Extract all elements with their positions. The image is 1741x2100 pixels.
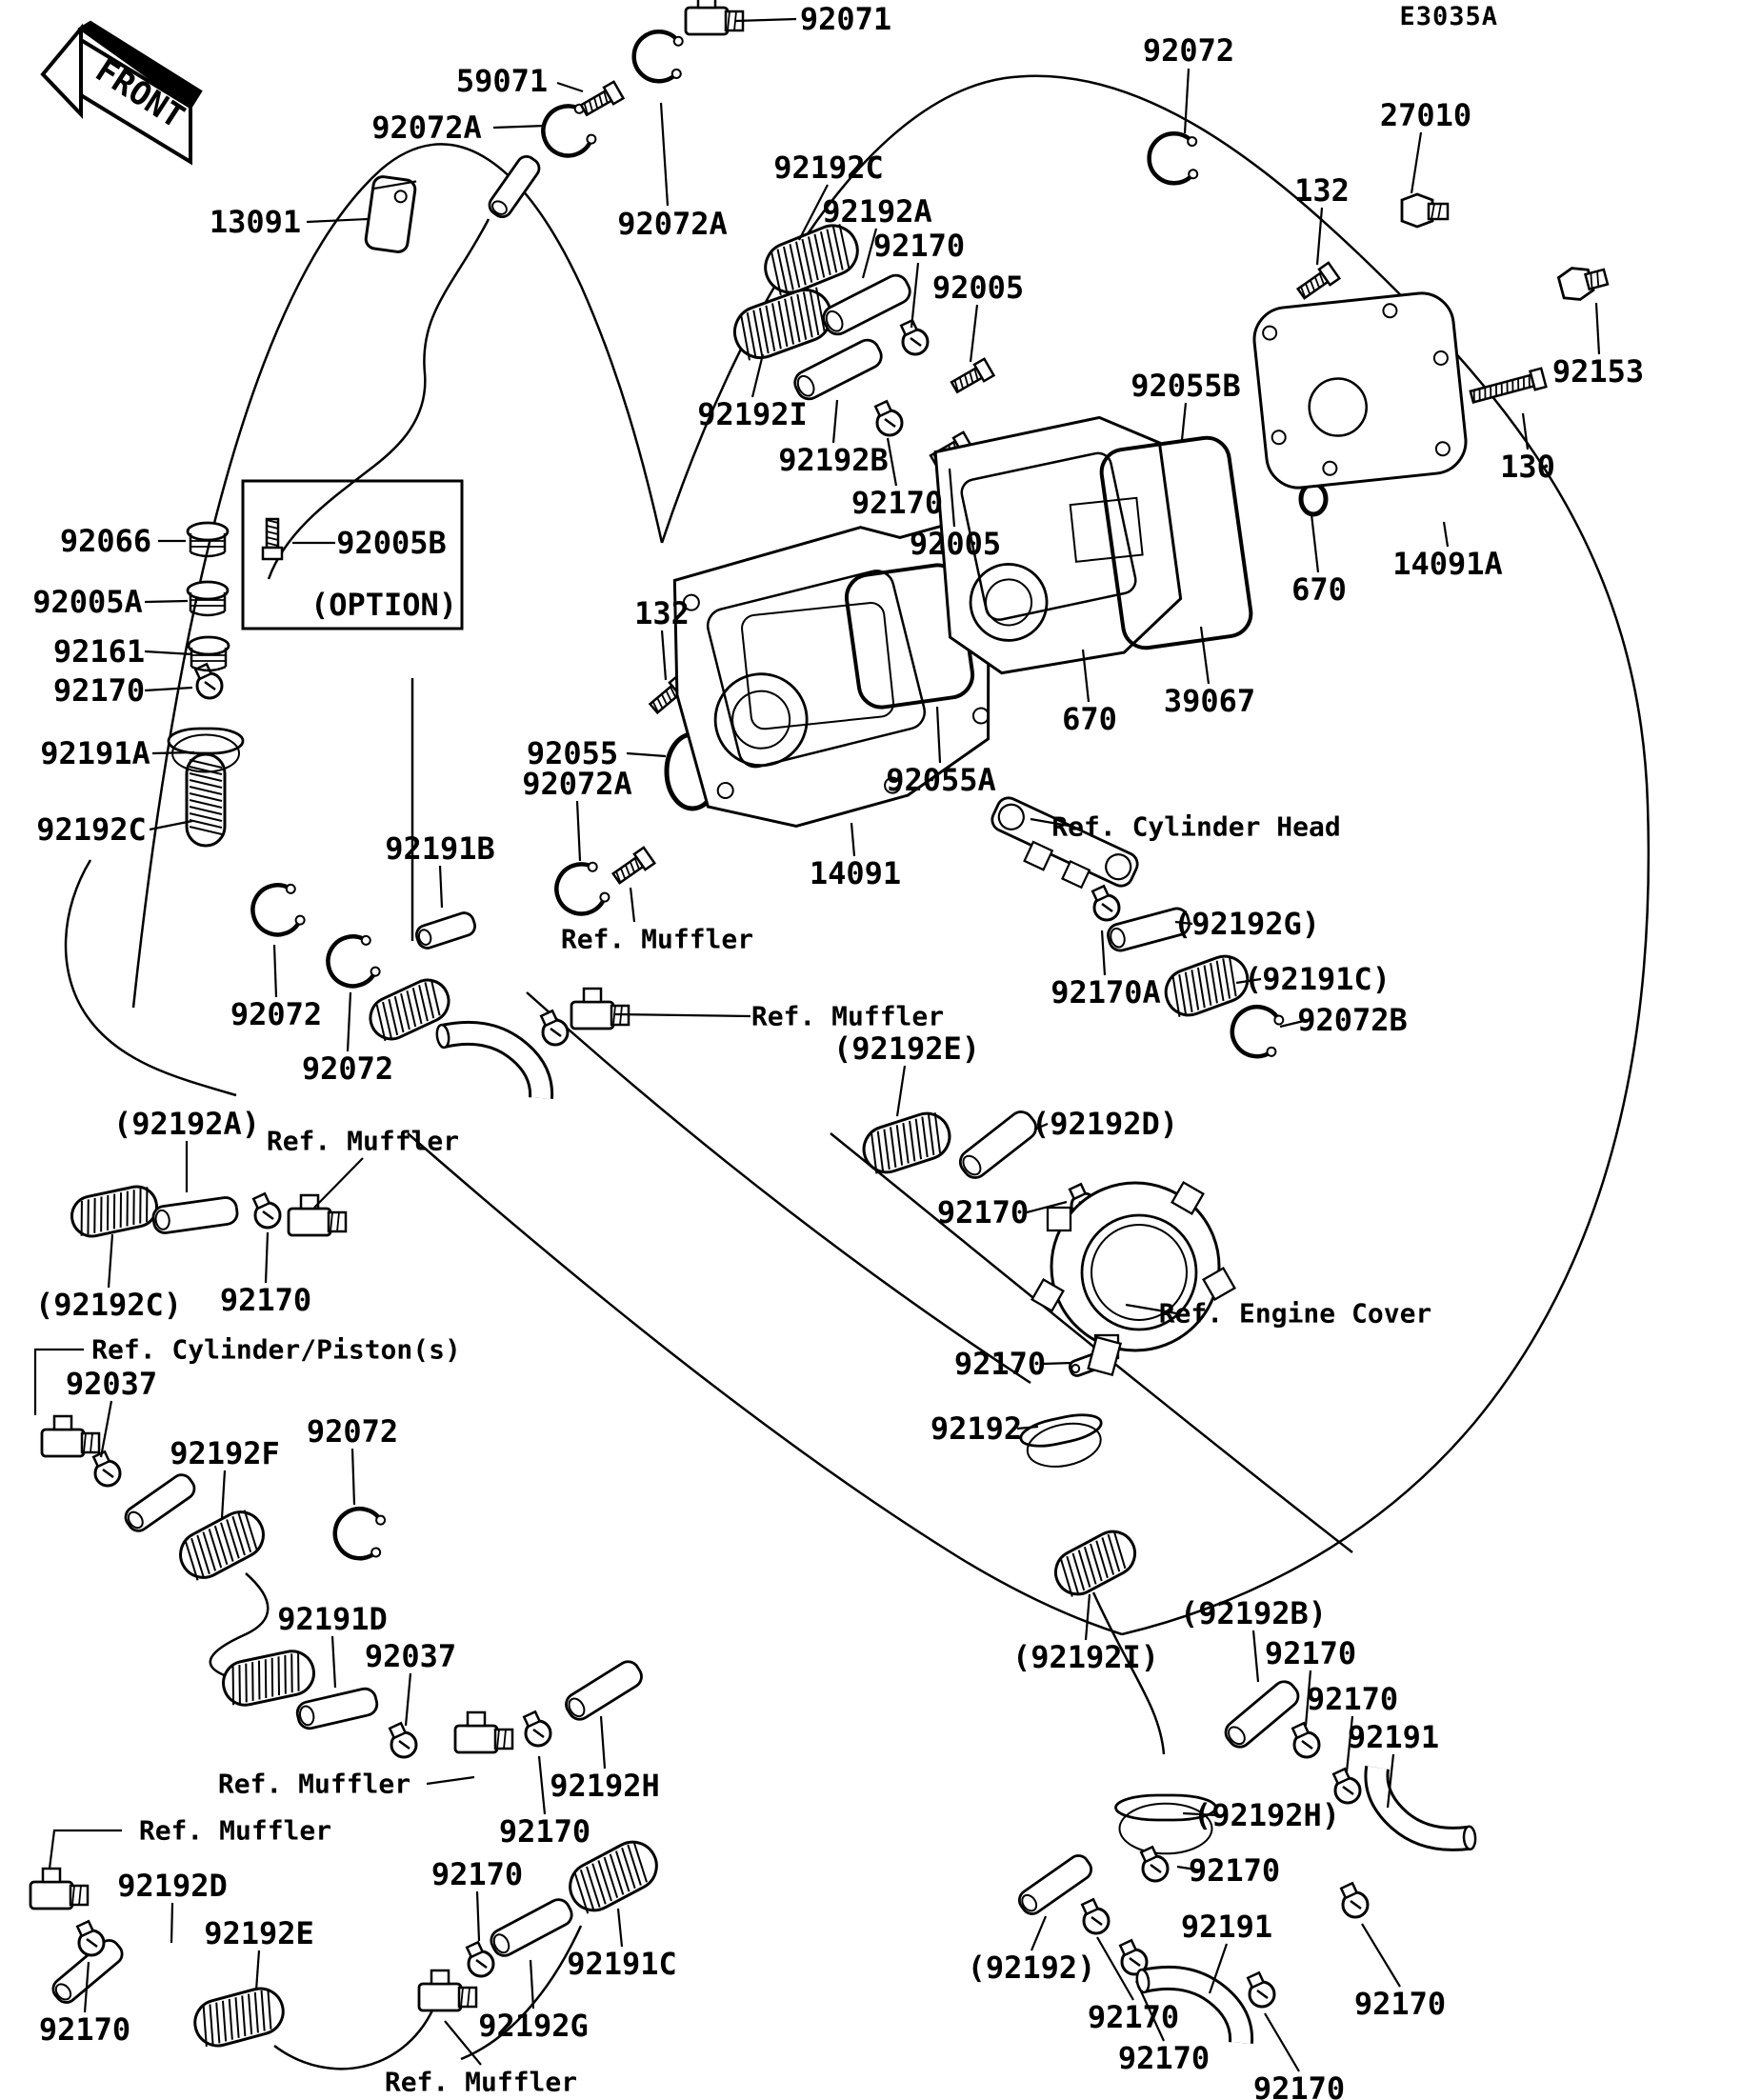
- part-number-label: 92072A: [522, 766, 632, 802]
- part-number-label: 92191A: [40, 735, 150, 771]
- front-arrow-label: FRONT: [89, 51, 191, 137]
- leader-line: [1201, 627, 1209, 684]
- clamp-part-icon: [77, 1921, 104, 1955]
- front-arrow-icon: [43, 23, 200, 162]
- clamp-part-icon: [467, 1942, 493, 1976]
- clamp-part-icon: [1341, 1883, 1368, 1917]
- part-number-label: 92170: [430, 1856, 524, 1892]
- leader-line: [406, 1673, 410, 1726]
- tube-part-icon: [1221, 1677, 1302, 1751]
- bolt-part-icon: [950, 359, 993, 395]
- part-number-label: 92191D: [277, 1601, 388, 1637]
- fitting-part-icon: [289, 1195, 346, 1235]
- leader-line: [348, 992, 350, 1051]
- fitting-part-icon: [571, 989, 629, 1029]
- tube-part-icon: [1018, 1410, 1109, 1473]
- fitting-part-icon: [42, 1416, 99, 1456]
- ref-label: Ref. Muffler: [138, 1814, 332, 1847]
- part-number-label: 92192F: [170, 1435, 280, 1471]
- clamp-part-icon: [1092, 886, 1119, 920]
- part-number-label: 92072A: [617, 206, 728, 242]
- leader-line: [911, 263, 918, 328]
- leader-line: [314, 1158, 363, 1208]
- part-number-label: 92170: [936, 1194, 1030, 1230]
- clamp-part-icon: [1248, 1972, 1274, 2007]
- leader-line: [662, 630, 666, 680]
- knock-part-icon: [365, 175, 416, 252]
- hose-routing-line: [133, 144, 662, 1008]
- part-number-label: 92161: [52, 633, 146, 670]
- leader-line: [145, 601, 188, 602]
- circlip-part-icon: [551, 859, 612, 920]
- part-number-label: (92192): [967, 1950, 1096, 1986]
- tube-part-icon: [819, 271, 913, 338]
- part-number-label: 92072: [230, 996, 323, 1032]
- spring-part-icon: [1048, 1524, 1142, 1602]
- leader-line: [615, 1014, 750, 1016]
- part-number-label: 92005B: [336, 525, 447, 561]
- leader-line: [1444, 522, 1448, 547]
- leader-line: [661, 103, 668, 206]
- part-number-label: (92192B): [1179, 1595, 1328, 1631]
- hose-part-icon: [435, 1024, 541, 1098]
- part-number-label: 670: [1062, 701, 1117, 737]
- part-number-label: 670: [1291, 571, 1347, 608]
- leader-line: [352, 1449, 354, 1505]
- part-number-label: 92192D: [117, 1868, 228, 1904]
- part-number-label: 92170: [1087, 1999, 1180, 2035]
- part-number-label: 92170: [850, 485, 944, 521]
- part-number-label: 14091: [809, 855, 902, 891]
- spring-part-icon: [219, 1648, 317, 1710]
- fitting-part-icon: [455, 1712, 512, 1752]
- leader-line: [1523, 413, 1528, 450]
- clamp-part-icon: [901, 320, 928, 354]
- leader-line: [833, 400, 837, 443]
- spring-part-icon: [187, 754, 225, 846]
- leader-line: [1362, 1924, 1400, 1987]
- leader-line: [1086, 1594, 1090, 1640]
- part-number-label: 92055B: [1131, 368, 1241, 404]
- leader-line: [897, 1066, 905, 1116]
- circlip-part-icon: [330, 1503, 390, 1564]
- part-number-label: 92192C: [773, 150, 884, 186]
- bolt-part-icon: [579, 82, 623, 118]
- part-number-label: 92170: [872, 228, 966, 264]
- leader-line: [557, 83, 583, 91]
- part-number-label: (92192A): [112, 1106, 261, 1142]
- part-number-label: 92192E: [204, 1915, 314, 1951]
- fitting-part-icon: [419, 1970, 476, 2010]
- clamp-part-icon: [1292, 1723, 1319, 1757]
- part-number-label: 92170A: [1051, 974, 1161, 1010]
- leader-line: [577, 801, 580, 861]
- tube-part-icon: [955, 1107, 1040, 1182]
- part-number-label: 92192H: [550, 1768, 660, 1804]
- leader-line: [1031, 1916, 1046, 1950]
- leader-line: [1265, 2013, 1299, 2071]
- fitting-part-icon: [686, 0, 743, 34]
- clamp-part-icon: [541, 1010, 568, 1045]
- part-number-label: 92005A: [32, 584, 143, 620]
- circlip-part-icon: [324, 932, 381, 990]
- leader-line: [477, 1891, 479, 1941]
- tube-part-icon: [295, 1687, 379, 1730]
- part-number-label: 27010: [1379, 97, 1472, 133]
- part-number-label: 92153: [1551, 353, 1645, 390]
- leader-line: [256, 1950, 259, 1990]
- leader-line: [851, 823, 854, 856]
- part-number-label: 14091A: [1392, 546, 1503, 582]
- leader-line: [222, 1470, 225, 1518]
- leader-line: [888, 438, 896, 486]
- part-number-label: 92005: [909, 526, 1002, 562]
- leader-line: [1411, 132, 1421, 193]
- leader-line: [145, 688, 192, 690]
- bolt-part-icon: [1295, 263, 1339, 301]
- hose-routing-line: [66, 860, 236, 1095]
- part-number-label: 92191: [1347, 1719, 1440, 1755]
- leader-line: [493, 126, 545, 128]
- part-number-label: 92072B: [1297, 1002, 1408, 1038]
- bolt-part-icon: [1470, 369, 1547, 407]
- bolt-part-icon: [610, 848, 654, 886]
- part-number-label: 92170: [219, 1282, 312, 1318]
- part-number-label: (92192D): [1031, 1106, 1179, 1142]
- ref-label: Ref. Cylinder Head: [1051, 810, 1341, 843]
- part-number-label: 92191B: [385, 830, 495, 867]
- ref-label: Ref. Muffler: [750, 1000, 945, 1032]
- part-number-label: 92192: [930, 1410, 1023, 1447]
- leader-line: [50, 1830, 122, 1869]
- part-number-label: 92072A: [371, 110, 482, 146]
- part-number-label: 92170: [1306, 1681, 1399, 1717]
- leader-line: [1043, 1363, 1072, 1364]
- part-number-label: 92170: [1252, 2070, 1346, 2100]
- spring-part-icon: [1159, 950, 1253, 1021]
- clamp-part-icon: [93, 1451, 120, 1486]
- part-number-label: (92192H): [1192, 1797, 1341, 1833]
- part-number-label: 92170: [52, 672, 146, 709]
- sensor-part-icon: [1557, 260, 1610, 303]
- part-number-label: 92037: [65, 1366, 158, 1402]
- circlip-part-icon: [1226, 1000, 1290, 1064]
- leader-line: [427, 1777, 474, 1784]
- bolt-part-icon: [263, 519, 282, 559]
- part-number-label: (92192C): [34, 1287, 183, 1323]
- leader-line: [109, 1234, 112, 1288]
- tube-part-icon: [562, 1657, 646, 1723]
- part-number-label: 92170: [38, 2011, 131, 2048]
- part-number-label: 92005: [931, 270, 1025, 306]
- spring-part-icon: [728, 283, 838, 365]
- ecover-part-icon: [1032, 1183, 1235, 1375]
- tube-part-icon: [488, 1896, 576, 1960]
- part-number-label: 92170: [1264, 1635, 1357, 1671]
- spring-part-icon: [190, 1984, 288, 2051]
- part-number-label: 92192A: [822, 193, 932, 230]
- drawing-code: E3035A: [1399, 2, 1498, 31]
- leader-line: [152, 752, 194, 753]
- clamp-part-icon: [1082, 1899, 1109, 1933]
- part-number-label: 92192I: [697, 396, 808, 432]
- clamp-part-icon: [524, 1711, 550, 1746]
- leader-line: [752, 354, 763, 397]
- part-number-label: 132: [1294, 172, 1350, 209]
- part-number-label: (92192E): [832, 1030, 981, 1067]
- leader-line: [1185, 69, 1189, 133]
- leader-line: [101, 1401, 111, 1457]
- leader-line: [332, 1636, 335, 1688]
- tube-part-icon: [151, 1196, 238, 1234]
- leader-line: [735, 19, 796, 21]
- circlip-part-icon: [630, 28, 688, 85]
- tube-part-icon: [414, 910, 477, 950]
- part-number-label: 92191C: [567, 1946, 677, 1982]
- leader-line: [274, 945, 276, 997]
- leader-line: [1182, 403, 1186, 440]
- part-number-label: 92037: [364, 1638, 457, 1674]
- part-number-label: 92055A: [886, 762, 996, 798]
- leader-line: [1311, 514, 1318, 572]
- part-number-label: 92170: [953, 1346, 1047, 1382]
- hose-routing-line: [274, 2002, 436, 2069]
- leader-line: [266, 1232, 268, 1283]
- leader-line: [971, 305, 977, 362]
- part-number-label: (92192I): [1011, 1639, 1160, 1675]
- part-number-label: 59071: [455, 63, 549, 99]
- part-number-label: 92192B: [778, 442, 889, 478]
- tube-part-icon: [790, 336, 885, 403]
- leader-line: [601, 1716, 605, 1769]
- leader-line: [171, 1903, 172, 1943]
- spring-part-icon: [69, 1183, 161, 1240]
- cover-part-icon: [1251, 290, 1470, 491]
- leader-line: [440, 866, 442, 908]
- clamp-part-icon: [875, 401, 902, 435]
- clamp-part-icon: [390, 1723, 416, 1757]
- leader-line: [630, 888, 634, 922]
- leader-line: [1596, 303, 1599, 354]
- part-number-label: 92170: [1353, 1986, 1447, 2022]
- ref-label: Ref. Cylinder/Piston(s): [91, 1333, 461, 1366]
- part-number-label: 92191: [1180, 1909, 1273, 1945]
- part-number-label: 130: [1500, 449, 1555, 485]
- part-number-label: 92071: [799, 1, 892, 37]
- ref-label: Ref. Muffler: [384, 2066, 578, 2098]
- part-number-label: 92170: [498, 1813, 591, 1850]
- part-number-label: 13091: [209, 204, 302, 240]
- fitting-part-icon: [30, 1869, 88, 1909]
- ref-label: Ref. Muffler: [217, 1768, 411, 1800]
- tube-part-icon: [122, 1470, 198, 1534]
- part-number-label: 92170: [1188, 1852, 1281, 1889]
- leader-line: [307, 219, 368, 222]
- sensor-part-icon: [1402, 194, 1448, 227]
- ref-label: Ref. Muffler: [266, 1125, 460, 1157]
- part-number-label: 92072: [306, 1413, 399, 1450]
- part-number-label: 92072: [1142, 32, 1235, 69]
- part-number-label: 92170: [1117, 2040, 1211, 2076]
- leader-line: [1102, 930, 1105, 975]
- part-number-label: 92055: [526, 735, 619, 771]
- clamp-part-icon: [253, 1193, 280, 1228]
- hose-part-icon: [1371, 1768, 1482, 1850]
- part-number-label: 132: [634, 595, 690, 631]
- ref-label: Ref. Muffler: [560, 923, 754, 955]
- leader-line: [530, 1960, 533, 2009]
- ref-label: Ref. Engine Cover: [1158, 1297, 1432, 1330]
- part-number-label: 92192C: [36, 811, 147, 848]
- part-number-label: 92192G: [478, 2008, 589, 2044]
- circlip-part-icon: [1147, 131, 1200, 185]
- part-number-label: 92066: [59, 523, 152, 559]
- leader-line: [1253, 1630, 1258, 1682]
- part-number-label: 39067: [1163, 683, 1256, 719]
- part-number-label: (92192G): [1172, 906, 1321, 942]
- part-number-label: (92191C): [1243, 961, 1391, 997]
- clamp-part-icon: [1141, 1847, 1168, 1881]
- leader-line: [539, 1756, 545, 1814]
- leader-line: [627, 753, 666, 756]
- spring-part-icon: [858, 1108, 955, 1178]
- part-number-label: (OPTION): [310, 587, 458, 623]
- leader-line: [618, 1909, 622, 1947]
- circlip-part-icon: [249, 881, 306, 938]
- part-number-label: 92072: [301, 1050, 394, 1087]
